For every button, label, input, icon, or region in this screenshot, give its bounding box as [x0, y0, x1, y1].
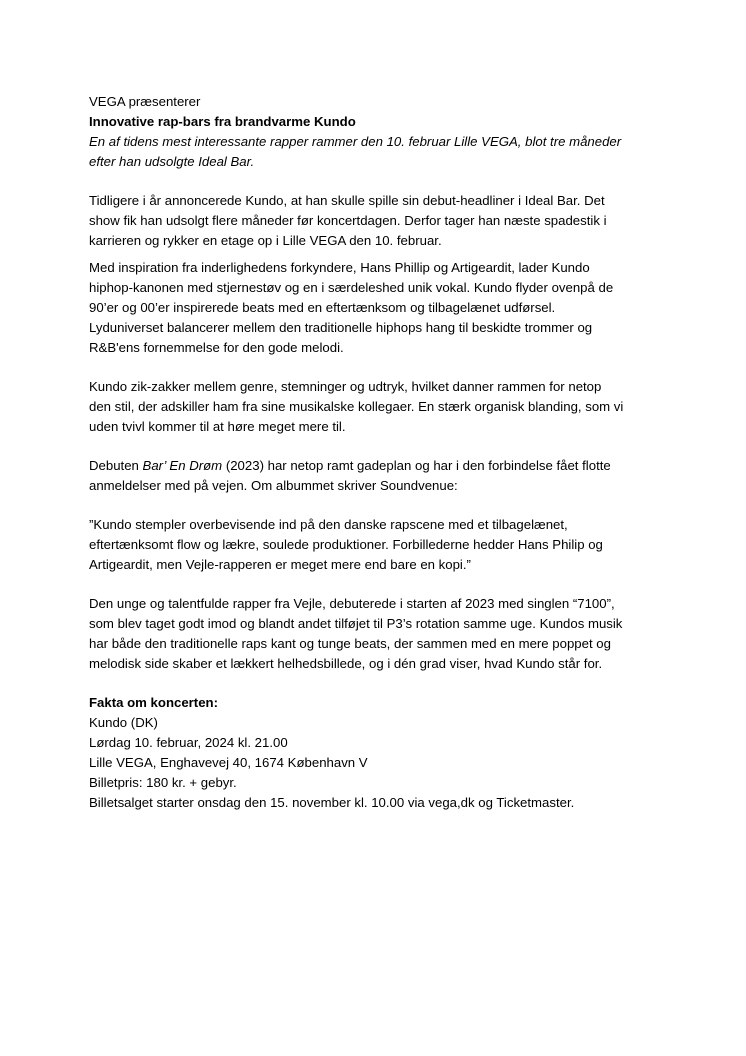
paragraph-debut-album: [89, 456, 669, 496]
paragraph-line: Den unge og talentfulde rapper fra Vejle, debuterede i starten af 2023 med singlen “7100”,: [89, 596, 615, 611]
paragraph-line: 90’er og 00’er inspirerede beats med en eftertænksom og tilbagelænet udførsel.: [89, 300, 556, 315]
lead-line: efter han udsolgte Ideal Bar.: [89, 154, 255, 169]
quote-line: eftertænksomt flow og lækre, soulede produktioner. Forbillederne hedder Hans Philip og: [89, 537, 603, 552]
presenter-line: VEGA præsenterer: [89, 94, 201, 109]
paragraph-line: som blev taget godt imod og blandt andet tilføjet til P3’s rotation samme uge. Kundos musik: [89, 616, 623, 631]
headline: Innovative rap-bars fra brandvarme Kundo: [89, 114, 356, 129]
paragraph-line: anmeldelser med på vejen. Om albummet skriver Soundvenue:: [89, 478, 458, 493]
fact-venue: Lille VEGA, Enghavevej 40, 1674 København V: [89, 755, 368, 770]
facts-heading: Fakta om koncerten:: [89, 695, 218, 710]
paragraph-inspiration: [89, 258, 669, 358]
quote-line: Artigeardit, men Vejle-rapperen er meget mere end bare en kopi.”: [89, 557, 471, 572]
paragraph-line: R&B'ens fornemmelse for den gode melodi.: [89, 340, 344, 355]
album-intro-rest: (2023) har netop ramt gadeplan og har i den forbindelse fået flotte: [222, 458, 611, 473]
paragraph-line: [89, 456, 669, 476]
paragraph-line: uden tvivl kommer til at høre meget mere til.: [89, 419, 346, 434]
fact-artist: Kundo (DK): [89, 715, 158, 730]
paragraph-line: karrieren og rykker en etage op i Lille VEGA den 10. februar.: [89, 233, 442, 248]
review-quote: [89, 515, 669, 575]
paragraph-line: show fik han udsolgt flere måneder før koncertdagen. Derfor tager han næste spadestik i: [89, 213, 607, 228]
paragraph-line: Kundo zik-zakker mellem genre, stemninger og udtryk, hvilket danner rammen for netop: [89, 379, 602, 394]
paragraph-line: den stil, der adskiller ham fra sine musikalske kollegaer. En stærk organisk blanding, som vi: [89, 399, 624, 414]
album-title: Bar’ En Drøm: [142, 458, 223, 473]
header-block: [89, 92, 669, 172]
paragraph-intro: [89, 191, 669, 251]
fact-sale-start: Billetsalget starter onsdag den 15. november kl. 10.00 via vega,dk og Ticketmaster.: [89, 795, 575, 810]
paragraph-line: Tidligere i år annoncerede Kundo, at han skulle spille sin debut-headliner i Ideal Bar. Det: [89, 193, 605, 208]
paragraph-style: [89, 377, 669, 437]
lead-line: En af tidens mest interessante rapper rammer den 10. februar Lille VEGA, blot tre måneder: [89, 134, 622, 149]
paragraph-line: hiphop-kanonen med stjernestøv og en i særdeleshed unik vokal. Kundo flyder ovenpå de: [89, 280, 614, 295]
album-intro-text: Debuten: [89, 458, 143, 473]
press-release-page: [89, 92, 669, 813]
paragraph-biography: [89, 594, 669, 674]
paragraph-line: melodisk side skaber et lækkert helhedsbillede, og i dén grad viser, hvad Kundo står for.: [89, 656, 603, 671]
fact-price: Billetpris: 180 kr. + gebyr.: [89, 775, 237, 790]
paragraph-line: Med inspiration fra inderlighedens forkyndere, Hans Phillip og Artigeardit, lader Kundo: [89, 260, 590, 275]
quote-line: ”Kundo stempler overbevisende ind på den danske rapscene med et tilbagelænet,: [89, 517, 568, 532]
concert-facts: [89, 693, 669, 813]
paragraph-line: har både den traditionelle raps kant og tunge beats, der sammen med en mere poppet og: [89, 636, 611, 651]
fact-date: Lørdag 10. februar, 2024 kl. 21.00: [89, 735, 288, 750]
paragraph-line: Lyduniverset balancerer mellem den traditionelle hiphops hang til beskidte trommer og: [89, 320, 593, 335]
